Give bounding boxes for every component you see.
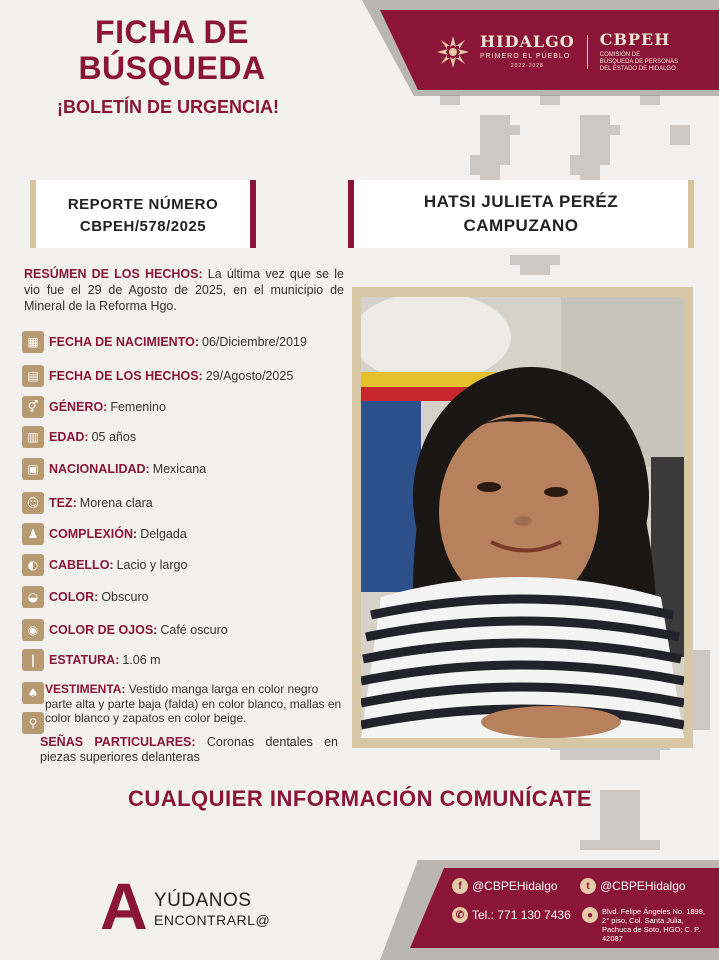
detail-label: ESTATURA: [49,653,120,667]
hair-color-icon: ◒ [22,586,44,608]
detail-row [22,648,161,672]
detail-label: FECHA DE NACIMIENTO: [49,335,199,349]
hair-icon: ◐ [22,554,44,576]
cake-icon: ▦ [22,331,44,353]
photo-illustration [361,297,684,738]
facebook-handle: @CBPEHidalgo [472,879,558,893]
person-name-line: HATSI JULIETA PERÉZ [423,192,619,211]
brand-logos [436,30,700,74]
detail-value: 29/Agosto/2025 [205,369,294,383]
gender-icon: ⚥ [22,396,44,418]
page-title [52,14,292,86]
hidalgo-wordmark [480,34,575,69]
detail-row [22,364,293,388]
detail-label: TEZ: [49,496,77,510]
detail-label: COLOR DE OJOS: [49,623,158,637]
phone-contact[interactable] [452,907,571,923]
agency-full-name [600,52,700,74]
facebook-contact[interactable] [452,878,558,894]
calendar-icon: ▤ [22,365,44,387]
distinguishing-marks [40,735,338,765]
urgency-subtitle: ¡BOLETÍN DE URGENCIA! [57,97,279,117]
location-icon: ● [582,907,598,923]
id-card-icon: ▣ [22,458,44,480]
detail-row [22,491,153,515]
detail-value: Obscuro [101,590,149,604]
ruler-icon: | [22,649,44,671]
detail-label: CABELLO: [49,558,114,572]
report-number: CBPEH/578/2025 [79,218,207,235]
title-line: BÚSQUEDA [78,50,266,86]
detail-row [22,585,149,609]
agency-full-line: BÚSQUEDA DE PERSONAS [599,59,679,66]
report-label: REPORTE NÚMERO [67,196,219,213]
clothing-text [45,682,342,726]
twitter-contact[interactable] [580,878,686,894]
summary-label: RESÚMEN DE LOS HECHOS: [24,267,203,281]
call-to-action: CUALQUIER INFORMACIÓN COMUNÍCATE [127,786,593,811]
detail-value: Femenino [110,400,166,414]
detail-row [22,330,307,354]
brand-divider [587,35,588,69]
detail-label: NACIONALIDAD: [49,462,150,476]
twitter-handle: @CBPEHidalgo [600,879,686,893]
office-address: Blvd. Felipe Ángeles No. 1898, 2° piso, Col. Santa Julia, Pachuca de Soto, HGO; C. P. 42087 [602,907,705,943]
detail-value: 1.06 m [122,653,161,667]
body-icon: ♟ [22,523,44,545]
report-number-box [30,180,256,248]
clothing-label: VESTIMENTA: [45,682,126,696]
summary-text: La última vez que se le vio fue el 29 de Agosto de 2025, en el municipio de Mineral de la Reforma Hgo. [24,267,344,313]
detail-row [22,522,187,546]
phone-number: Tel.: 771 130 7436 [472,908,571,922]
phone-icon: ✆ [452,907,468,923]
facebook-icon: f [452,878,468,894]
agency-full-line: DEL ESTADO DE HIDALGO [599,66,676,73]
agency-name: CBPEH [599,30,671,49]
detail-value: 06/Diciembre/2019 [202,335,307,349]
hidalgo-star-icon [436,35,470,69]
marks-text: Coronas dentales en piezas superiores delanteras [40,735,338,764]
brand-years: 2022-2028 [510,63,544,70]
shirt-icon: ♠ [22,682,44,704]
detail-value: Lacio y largo [116,558,188,572]
detail-value: Delgada [140,527,187,541]
detail-value: Café oscuro [160,623,228,637]
eye-icon: ◉ [22,619,44,641]
clothing-description: Vestido manga larga en color negro parte alta y parte baja (falda) en color blanco, mallas en color blanco y zapatos en color beige. [45,682,342,725]
detail-value: Mexicana [152,462,207,476]
detail-row [22,457,206,481]
age-icon: ▥ [22,426,44,448]
detail-value: Morena clara [79,496,153,510]
brand-name: HIDALGO [480,32,575,52]
missing-person-photo [361,297,684,738]
summary-of-facts [24,266,344,314]
detail-label: COMPLEXIÓN: [49,527,138,541]
detail-row [22,395,166,419]
detail-row [22,553,187,577]
detail-label: GÉNERO: [49,400,108,414]
cbpeh-wordmark [600,30,700,74]
detail-row [22,618,228,642]
brand-tagline: PRIMERO EL PUEBLO [480,53,571,61]
magnifier-icon: ⚲ [22,712,44,734]
encontrarla-word: ENCONTRARL@ [154,912,271,928]
detail-label: FECHA DE LOS HECHOS: [49,369,203,383]
person-name-line: CAMPUZANO [463,216,579,235]
ayudanos-initial: A [100,869,148,943]
face-icon: ☺ [22,492,44,514]
ayudanos-word: YÚDANOS [154,890,252,911]
title-line: FICHA DE [95,14,249,50]
detail-value: 05 años [91,430,137,444]
detail-label: COLOR: [49,590,99,604]
location-pin [582,907,598,923]
twitter-icon: t [580,878,596,894]
detail-row [22,425,136,449]
marks-label: SEÑAS PARTICULARES: [40,735,196,749]
agency-full-line: COMISIÓN DE [599,52,641,58]
detail-label: EDAD: [49,430,89,444]
person-name-box [348,180,694,248]
